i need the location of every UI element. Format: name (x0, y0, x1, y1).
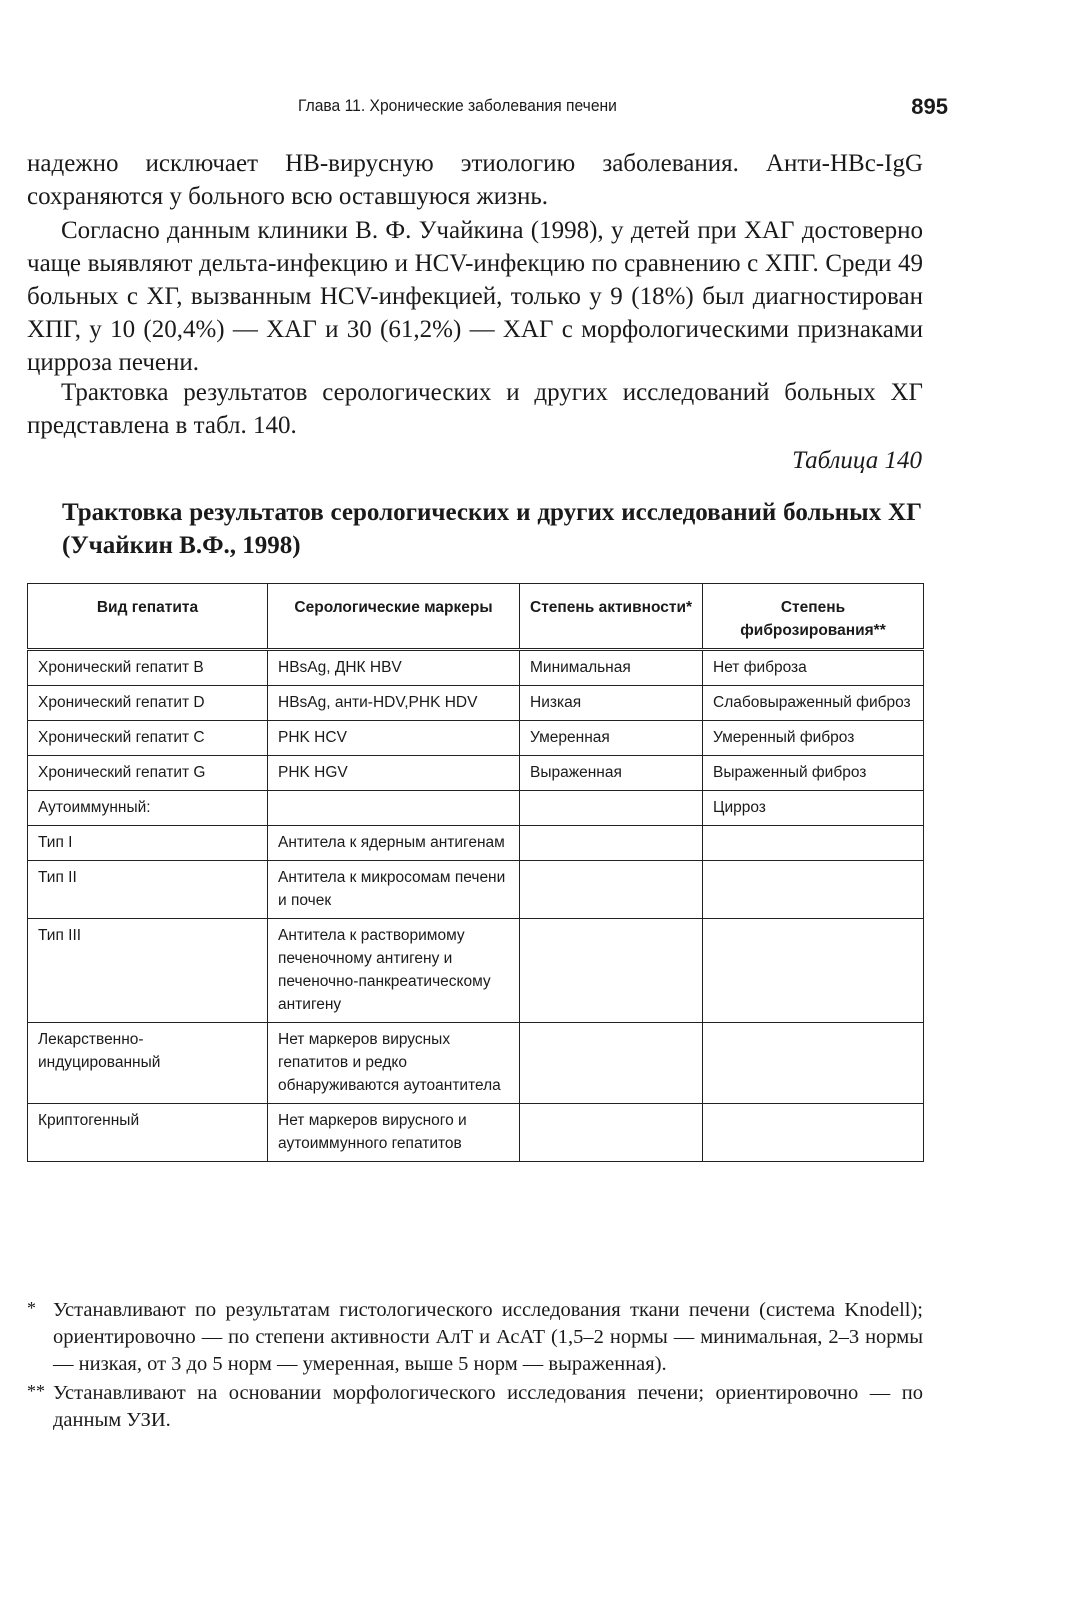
table-row (28, 650, 924, 686)
header-serological-markers: Серологические маркеры (268, 584, 520, 650)
table-row (28, 919, 924, 1023)
cell-fibrosis-degree: Слабовыраженный фиброз (703, 686, 924, 721)
cell-hepatitis-type: Хронический гепатит D (28, 686, 268, 721)
paragraph-text: Согласно данным клиники В. Ф. Учайкина (1998), у детей при ХАГ достоверно чаще выявляют дельта-инфекцию и HCV-инфекцию по сравнению с ХПГ. Среди 49 больных с ХГ, вызванным HCV-инфекцией, только у 9 (18%) был диагностирован ХПГ, у 10 (20,4%) — ХАГ и 30 (61,2%) — ХАГ с морфологическими признаками цирроза печени. (27, 217, 923, 376)
cell-serological-markers: Антитела к ядерным антигенам (268, 826, 520, 861)
footnote-2 (27, 1380, 923, 1434)
cell-hepatitis-type: Тип III (28, 919, 268, 1023)
cell-hepatitis-type: Тип I (28, 826, 268, 861)
table-header-row (28, 584, 924, 650)
table-row (28, 756, 924, 791)
cell-serological-markers (268, 791, 520, 826)
body-paragraph-1 (27, 147, 923, 213)
cell-serological-markers: Нет маркеров вирусных гепатитов и редко обнаруживаются аутоантитела (268, 1023, 520, 1104)
cell-activity-degree (520, 1104, 703, 1162)
cell-serological-markers: Антитела к микросомам печени и почек (268, 861, 520, 919)
header-activity-degree: Степень активности* (520, 584, 703, 650)
cell-hepatitis-type: Хронический гепатит B (28, 650, 268, 686)
table-row (28, 686, 924, 721)
cell-activity-degree (520, 919, 703, 1023)
cell-hepatitis-type: Аутоиммунный: (28, 791, 268, 826)
cell-fibrosis-degree: Нет фиброза (703, 650, 924, 686)
cell-activity-degree (520, 1023, 703, 1104)
cell-fibrosis-degree: Выраженный фиброз (703, 756, 924, 791)
table-number: Таблица 140 (792, 447, 922, 474)
chapter-title: Глава 11. Хронические заболевания печени (298, 96, 617, 115)
cell-activity-degree (520, 861, 703, 919)
cell-hepatitis-type: Хронический гепатит C (28, 721, 268, 756)
table-title: Трактовка результатов серологических и других исследований больных ХГ (Учайкин В.Ф., 1998) (62, 499, 922, 559)
cell-hepatitis-type: Тип II (28, 861, 268, 919)
footnote-1 (27, 1297, 923, 1378)
cell-activity-degree (520, 826, 703, 861)
running-header (28, 96, 948, 126)
table-row (28, 861, 924, 919)
table-row (28, 1023, 924, 1104)
cell-hepatitis-type: Криптогенный (28, 1104, 268, 1162)
footnote-text: Устанавливают по результатам гистологического исследования ткани печени (система Knodell); ориентировочно — по степени активности АлТ и АсАТ (1,5–2 нормы — минимальная, 2–3 нормы — низкая, от 3 до 5 норм — умеренная, выше 5 норм — выраженная). (53, 1299, 923, 1375)
paragraph-text: Трактовка результатов серологических и других исследований больных ХГ представлена в табл. 140. (27, 379, 923, 439)
cell-fibrosis-degree: Умеренный фиброз (703, 721, 924, 756)
header-fibrosis-degree: Степень фиброзирования** (703, 584, 924, 650)
table-body (28, 650, 924, 1162)
table-row (28, 721, 924, 756)
body-paragraph-3 (27, 376, 923, 442)
cell-serological-markers: HBsAg, ДНК HBV (268, 650, 520, 686)
cell-activity-degree: Выраженная (520, 756, 703, 791)
page-number: 895 (911, 94, 948, 119)
header-hepatitis-type: Вид гепатита (28, 584, 268, 650)
cell-fibrosis-degree (703, 826, 924, 861)
cell-fibrosis-degree (703, 919, 924, 1023)
cell-hepatitis-type: Лекарственно-индуцированный (28, 1023, 268, 1104)
cell-activity-degree: Умеренная (520, 721, 703, 756)
footnote-mark: * (27, 1298, 36, 1318)
cell-serological-markers: PHK HCV (268, 721, 520, 756)
cell-fibrosis-degree (703, 1104, 924, 1162)
cell-fibrosis-degree (703, 1023, 924, 1104)
table-row (28, 791, 924, 826)
table-row (28, 826, 924, 861)
cell-serological-markers: Антитела к растворимому печеночному антигену и печеночно-панкреатическому антигену (268, 919, 520, 1023)
table-row (28, 1104, 924, 1162)
cell-serological-markers: PHK HGV (268, 756, 520, 791)
paragraph-text: надежно исключает HB-вирусную этиологию заболевания. Анти-HBc-IgG сохраняются у больного всю оставшуюся жизнь. (27, 150, 923, 210)
cell-serological-markers: Нет маркеров вирусного и аутоиммунного гепатитов (268, 1104, 520, 1162)
cell-activity-degree: Низкая (520, 686, 703, 721)
cell-serological-markers: HBsAg, анти-HDV,PHK HDV (268, 686, 520, 721)
footnote-mark: ** (27, 1381, 45, 1401)
cell-activity-degree (520, 791, 703, 826)
footnote-text: Устанавливают на основании морфологического исследования печени; ориентировочно — по данным УЗИ. (53, 1382, 923, 1431)
cell-hepatitis-type: Хронический гепатит G (28, 756, 268, 791)
cell-fibrosis-degree: Цирроз (703, 791, 924, 826)
cell-activity-degree: Минимальная (520, 650, 703, 686)
cell-fibrosis-degree (703, 861, 924, 919)
hepatitis-table (27, 583, 924, 1162)
body-paragraph-2 (27, 214, 923, 379)
footnotes (27, 1297, 923, 1436)
